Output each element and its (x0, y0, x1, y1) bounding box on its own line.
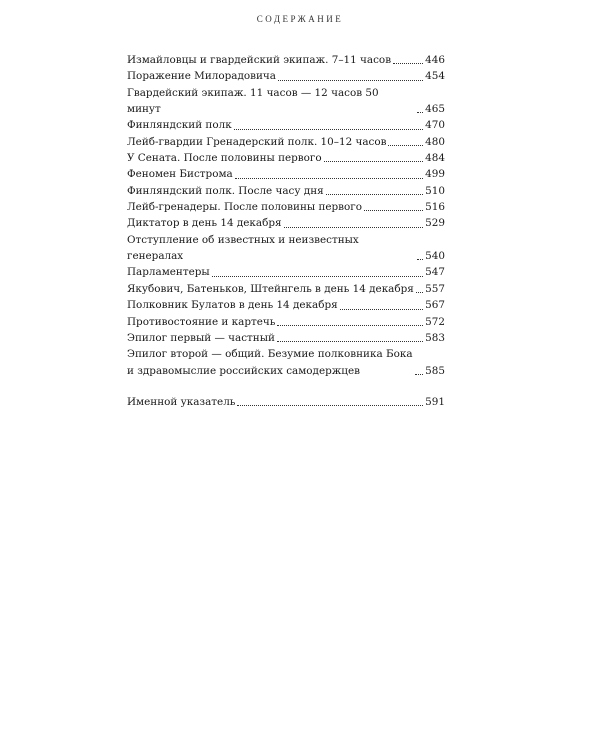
toc-entry-title: Диктатор в день 14 декабря (127, 217, 282, 230)
dot-leader (417, 112, 423, 113)
dot-leader (393, 63, 423, 64)
toc-entry (127, 134, 445, 150)
toc-entry-page: 454 (425, 70, 445, 83)
toc-entry-title: Гвардейский экипаж. 11 часов — 12 часов 50 минут (127, 86, 379, 116)
dot-leader (416, 292, 423, 293)
toc-entry-page: 583 (425, 331, 445, 344)
toc-entry-page: 465 (425, 103, 445, 116)
toc-spacer (127, 379, 445, 394)
page-header: СОДЕРЖАНИЕ (256, 14, 344, 24)
toc-entry-page: 510 (425, 184, 445, 197)
dot-leader (278, 80, 423, 81)
dot-leader (415, 374, 424, 375)
dot-leader (324, 161, 424, 162)
toc-entry (127, 117, 445, 133)
toc-entry-page: 547 (425, 266, 445, 279)
toc-entry (127, 52, 445, 68)
toc-entry-title: Противостояние и картечь (127, 315, 276, 328)
toc-entry (127, 314, 445, 330)
toc-entry-page: 480 (425, 135, 445, 148)
toc-entry-page: 529 (425, 217, 445, 230)
toc-entry-title: Финляндский полк. После часу дня (127, 184, 324, 197)
dot-leader (284, 227, 424, 228)
toc-entry-title: Отступление об известных и неизвестных генералах (127, 233, 359, 263)
toc-entry-title: У Сената. После половины первого (127, 152, 322, 165)
toc-entry-page: 557 (425, 282, 445, 295)
toc-entry-title: Эпилог второй — общий. Безумие полковника Бока и здравомыслие российских самодержцев (127, 348, 413, 377)
dot-leader (235, 178, 423, 179)
toc-entry-title: Эпилог первый — частный (127, 331, 275, 344)
dot-leader (388, 145, 423, 146)
toc-entry (127, 215, 445, 231)
toc-entry-title: Феномен Бистрома (127, 168, 233, 181)
toc-entry-page: 484 (425, 152, 445, 165)
dot-leader (340, 309, 423, 310)
dot-leader (237, 405, 423, 406)
toc-entry-page: 499 (425, 168, 445, 181)
table-of-contents (127, 52, 445, 410)
toc-entry (127, 297, 445, 313)
toc-entry-title: Парламентеры (127, 266, 210, 279)
toc-entry (127, 183, 445, 199)
dot-leader (234, 129, 423, 130)
toc-entry-page: 516 (425, 201, 445, 214)
toc-entry-page: 540 (425, 250, 445, 263)
toc-entry-title: Именной указатель (127, 395, 236, 408)
toc-entry (127, 150, 445, 166)
dot-leader (326, 194, 423, 195)
toc-entry-title: Полковник Булатов в день 14 декабря (127, 299, 338, 312)
toc-entry-title: Лейб-гвардии Гренадерский полк. 10–12 часов (127, 135, 387, 148)
toc-entry (127, 281, 445, 297)
toc-entry-title: Финляндский полк (127, 119, 232, 132)
toc-entry (127, 346, 445, 379)
toc-entry (127, 68, 445, 84)
toc-entry-page: 446 (425, 54, 445, 66)
dot-leader (212, 276, 423, 277)
toc-entry-title: Измайловцы и гвардейский экипаж. 7–11 часов (127, 54, 392, 66)
dot-leader (277, 325, 423, 326)
toc-entry-page: 591 (425, 395, 445, 408)
dot-leader (364, 210, 423, 211)
dot-leader (417, 259, 423, 260)
toc-entry-page: 572 (425, 315, 445, 328)
toc-entry (127, 85, 445, 118)
dot-leader (277, 341, 423, 342)
toc-entry-title: Якубович, Батеньков, Штейнгель в день 14 декабря (127, 282, 414, 295)
toc-entry-title: Поражение Милорадовича (127, 70, 276, 83)
toc-entry (127, 232, 445, 265)
toc-entry-index (127, 394, 445, 410)
toc-entry-title: Лейб-гренадеры. После половины первого (127, 201, 362, 214)
toc-entry (127, 330, 445, 346)
toc-entry (127, 199, 445, 215)
toc-entry-page: 585 (425, 364, 445, 377)
toc-entry-page: 470 (425, 119, 445, 132)
toc-entry (127, 166, 445, 182)
toc-entry-page: 567 (425, 299, 445, 312)
toc-entry (127, 264, 445, 280)
